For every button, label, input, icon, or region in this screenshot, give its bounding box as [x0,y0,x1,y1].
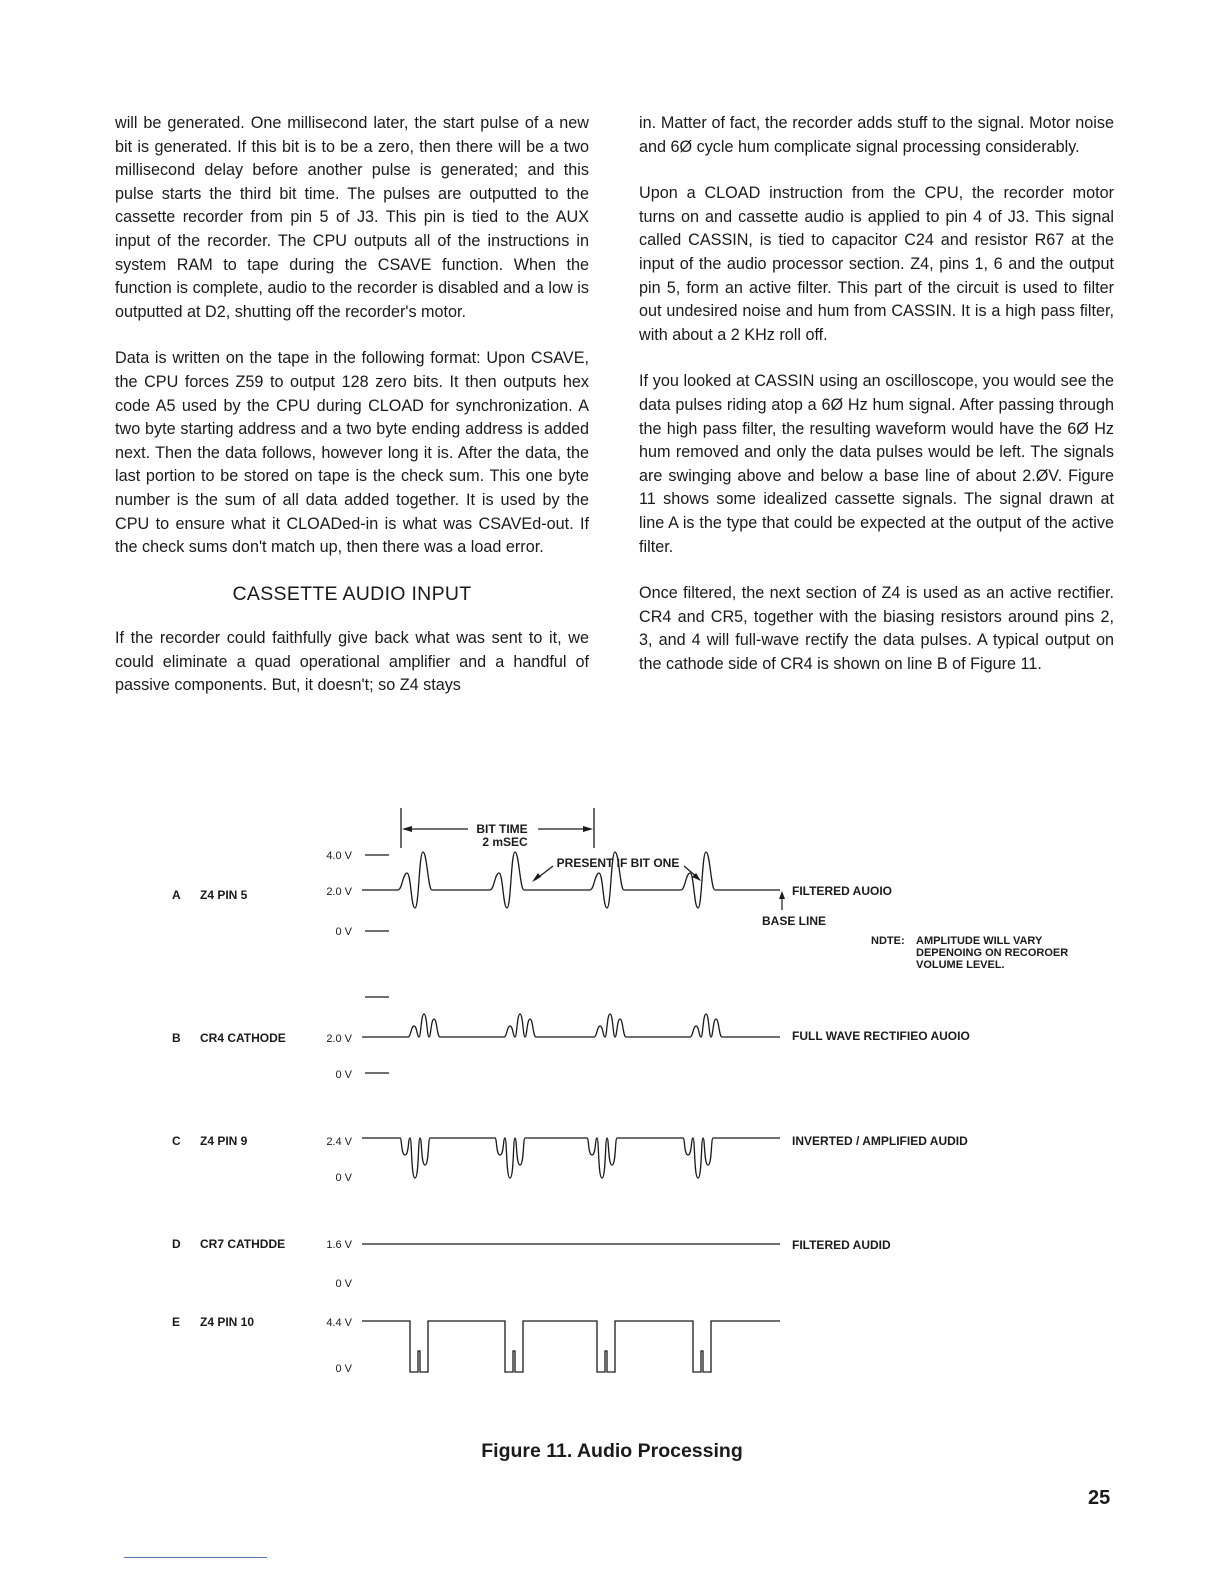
row-b-waveform [362,1014,780,1037]
row-e-low-voltage: 0 V [335,1363,352,1375]
row-d-name: CR7 CATHDDE [200,1237,286,1251]
footer-rule [124,1557,267,1558]
body-paragraph: Upon a CLOAD instruction from the CPU, the recorder motor turns on and cassette audio is applied to pin 4 of J3. This signal called CASSIN, is tied to capacitor C24 and resistor R67 at the input of the audio processor section. Z4, pins 1, 6 and the output pin 5, form an active filter. This part of the circuit is used to filter out undesired noise and hum from CASSIN. It is a high pass filter, with about a 2 KHz roll off. [639,184,1114,344]
note-line: AMPLITUDE WILL VARY [916,935,1043,947]
row-b-description: FULL WAVE RECTIFIEO AUOIO [792,1029,970,1043]
body-paragraph: Once filtered, the next section of Z4 is used as an active rectifier. CR4 and CR5, together with the biasing resistors around pins 2, 3, and 4 will full-wave rectify the data pulses. A typical output on the cathode side of CR4 is shown on line B of Figure 11. [639,584,1114,673]
row-a-name: Z4 PIN 5 [200,888,248,902]
row-c-top-voltage: 2.4 V [326,1136,352,1148]
section-heading: CASSETTE AUDIO INPUT [232,582,472,605]
base-line-arrow [779,891,785,910]
row-e-letter: E [172,1315,181,1329]
row-c-low-voltage: 0 V [335,1172,352,1184]
note-line: DEPENOING ON RECOROER [916,947,1069,959]
body-paragraph: Data is written on the tape in the following format: Upon CSAVE, the CPU forces Z59 to output 128 zero bits. It then outputs hex code A5 used by the CPU during CLOAD for synchronization. A two byte starting address and a two byte ending address is added next. Then the data follows, however long it is. After the data, the last portion to be stored on tape is the check sum. This one byte number is the sum of all data added together. It is used by the CPU to ensure what it CLOADed-in is what was CSAVEd-out. If the check sums don't match up, then there was a load error. [115,349,589,557]
bit-time-label: BIT TIME [476,822,528,836]
row-b-ticks [365,997,389,1073]
row-a-letter: A [172,888,181,902]
row-c-letter: C [172,1134,181,1148]
row-b-name: CR4 CATHODE [200,1031,286,1045]
note-label: NDTE: [871,935,905,947]
row-c-description: INVERTED / AMPLIFIED AUDID [792,1134,968,1148]
row-b-letter: B [172,1031,181,1045]
body-paragraph: will be generated. One millisecond later, the start pulse of a new bit is generated. If this bit is to be a zero, then there will be a two millisecond delay before another pulse is generated; and this pulse starts the third bit time. The pulses are outputted to the cassette recorder from pin 5 of J3. This pin is tied to the AUX input of the recorder. The CPU outputs all of the instructions in system RAM to tape during the CSAVE function. When the function is complete, audio to the recorder is disabled and a low is outputted at D2, shutting off the recorder's motor. [115,114,589,321]
row-a-top-voltage: 4.0 V [326,850,352,862]
row-a-low-voltage: 0 V [335,926,352,938]
body-paragraph: If the recorder could faithfully give back what was sent to it, we could eliminate a quad operational amplifier and a handful of passive components. But, it doesn't; so Z4 stays [115,629,589,695]
row-d-letter: D [172,1237,181,1251]
present-label: PRESENT IF BIT ONE [556,856,680,870]
row-a-mid-voltage: 2.0 V [326,886,352,898]
right-column [639,112,1114,699]
base-line-label: BASE LINE [762,914,827,928]
bit-time-sublabel: 2 mSEC [482,835,528,849]
row-a-description: FILTERED AUOIO [792,884,892,898]
row-b-mid-voltage: 2.0 V [326,1033,352,1045]
row-c-name: Z4 PIN 9 [200,1134,248,1148]
body-paragraph: in. Matter of fact, the recorder adds stuff to the signal. Motor noise and 6Ø cycle hum complicate signal processing considerably. [639,114,1114,156]
note-line: VOLUME LEVEL. [916,959,1005,971]
row-c-waveform [362,1138,780,1178]
row-b-low-voltage: 0 V [335,1069,352,1081]
row-d-top-voltage: 1.6 V [326,1239,352,1251]
row-e-waveform [362,1321,780,1372]
body-paragraph: If you looked at CASSIN using an oscilloscope, you would see the data pulses riding atop a 6Ø Hz hum signal. After passing through the high pass filter, the resulting waveform would have the 6Ø Hz hum removed and only the data pulses would be left. The signals are swinging above and below a base line of about 2.ØV. Figure 11 shows some idealized cassette signals. The signal drawn at line A is the type that could be expected at the output of the active filter. [639,372,1114,556]
row-e-top-voltage: 4.4 V [326,1317,352,1329]
row-a-ticks [365,855,389,931]
left-column [115,112,589,721]
row-e-name: Z4 PIN 10 [200,1315,255,1329]
figure-caption: Figure 11. Audio Processing [481,1440,743,1462]
page-number: 25 [1088,1487,1111,1509]
audio-processing-figure [0,800,1224,1400]
row-d-low-voltage: 0 V [335,1278,352,1290]
row-d-description: FILTERED AUDID [792,1238,891,1252]
